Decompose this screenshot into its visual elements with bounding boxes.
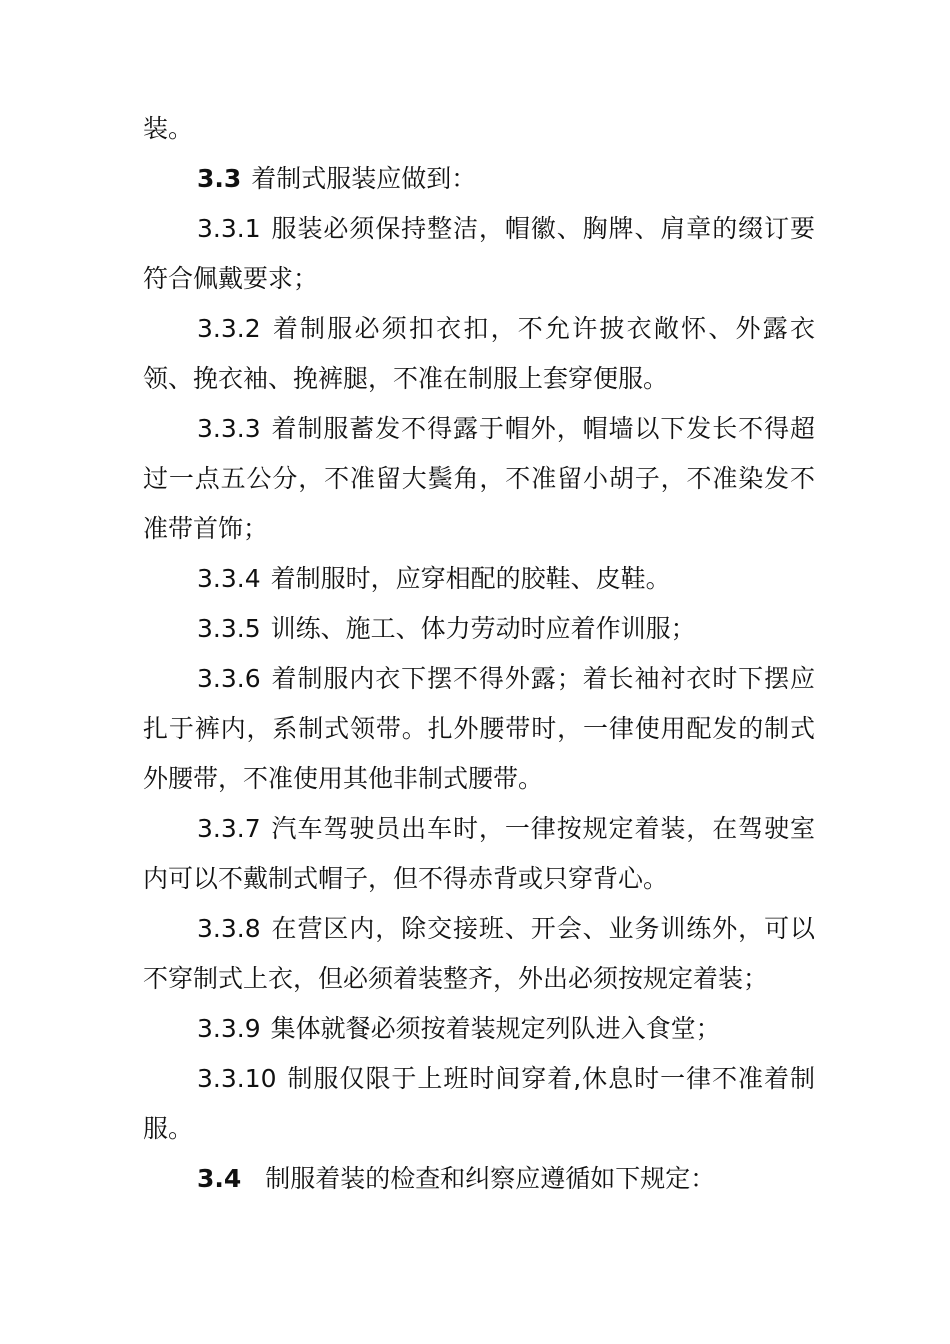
clause-text: 着制服内衣下摆不得外露；着长袖衬衣时下摆应扎于裤内，系制式领带。扎外腰带时，一律使用配发的制式外腰带，不准使用其他非制式腰带。: [143, 664, 815, 793]
clause-text: 汽车驾驶员出车时，一律按规定着装，在驾驶室内可以不戴制式帽子，但不得赤背或只穿背心。: [143, 814, 815, 893]
clause-3-3-1: [143, 204, 815, 304]
section-heading-text: 制服着装的检查和纠察应遵循如下规定：: [265, 1164, 716, 1193]
clause-3-3-7: [143, 804, 815, 904]
clause-3-3-8: [143, 904, 815, 1004]
clause-text: 在营区内，除交接班、开会、业务训练外，可以不穿制式上衣，但必须着装整齐，外出必须按规定着装；: [143, 914, 815, 993]
clause-number: 3.3.1: [197, 214, 261, 243]
section-number: 3.4: [197, 1164, 242, 1193]
clause-3-3-10: [143, 1054, 815, 1154]
clause-number: 3.3.5: [197, 614, 261, 643]
section-heading-3-4: [143, 1154, 815, 1204]
paragraph-text: 装。: [143, 114, 194, 143]
clause-text: 着制服蓄发不得露于帽外，帽墙以下发长不得超过一点五公分，不准留大鬓角，不准留小胡子，不准染发不准带首饰；: [143, 414, 815, 543]
clause-text: 集体就餐必须按着装规定列队进入食堂；: [270, 1014, 721, 1043]
clause-number: 3.3.8: [197, 914, 261, 943]
paragraph-continuation: [143, 104, 815, 154]
section-heading-text: 着制式服装应做到：: [251, 164, 477, 193]
clause-number: 3.3.4: [197, 564, 261, 593]
clause-text: 制服仅限于上班时间穿着,休息时一律不准着制服。: [143, 1064, 815, 1143]
clause-text: 着制服时，应穿相配的胶鞋、皮鞋。: [270, 564, 671, 593]
clause-number: 3.3.3: [197, 414, 261, 443]
document-body: [143, 104, 815, 1204]
clause-number: 3.3.6: [197, 664, 261, 693]
clause-text: 着制服必须扣衣扣，不允许披衣敞怀、外露衣领、挽衣袖、挽裤腿，不准在制服上套穿便服。: [143, 314, 815, 393]
clause-3-3-3: [143, 404, 815, 554]
clause-3-3-2: [143, 304, 815, 404]
clause-number: 3.3.2: [197, 314, 261, 343]
clause-3-3-4: [143, 554, 815, 604]
clause-text: 服装必须保持整洁，帽徽、胸牌、肩章的缀订要符合佩戴要求；: [143, 214, 815, 293]
clause-number: 3.3.7: [197, 814, 261, 843]
clause-text: 训练、施工、体力劳动时应着作训服；: [270, 614, 696, 643]
clause-3-3-5: [143, 604, 815, 654]
clause-number: 3.3.9: [197, 1014, 261, 1043]
section-number: 3.3: [197, 164, 242, 193]
clause-3-3-6: [143, 654, 815, 804]
clause-number: 3.3.10: [197, 1064, 277, 1093]
section-heading-3-3: [143, 154, 815, 204]
clause-3-3-9: [143, 1004, 815, 1054]
